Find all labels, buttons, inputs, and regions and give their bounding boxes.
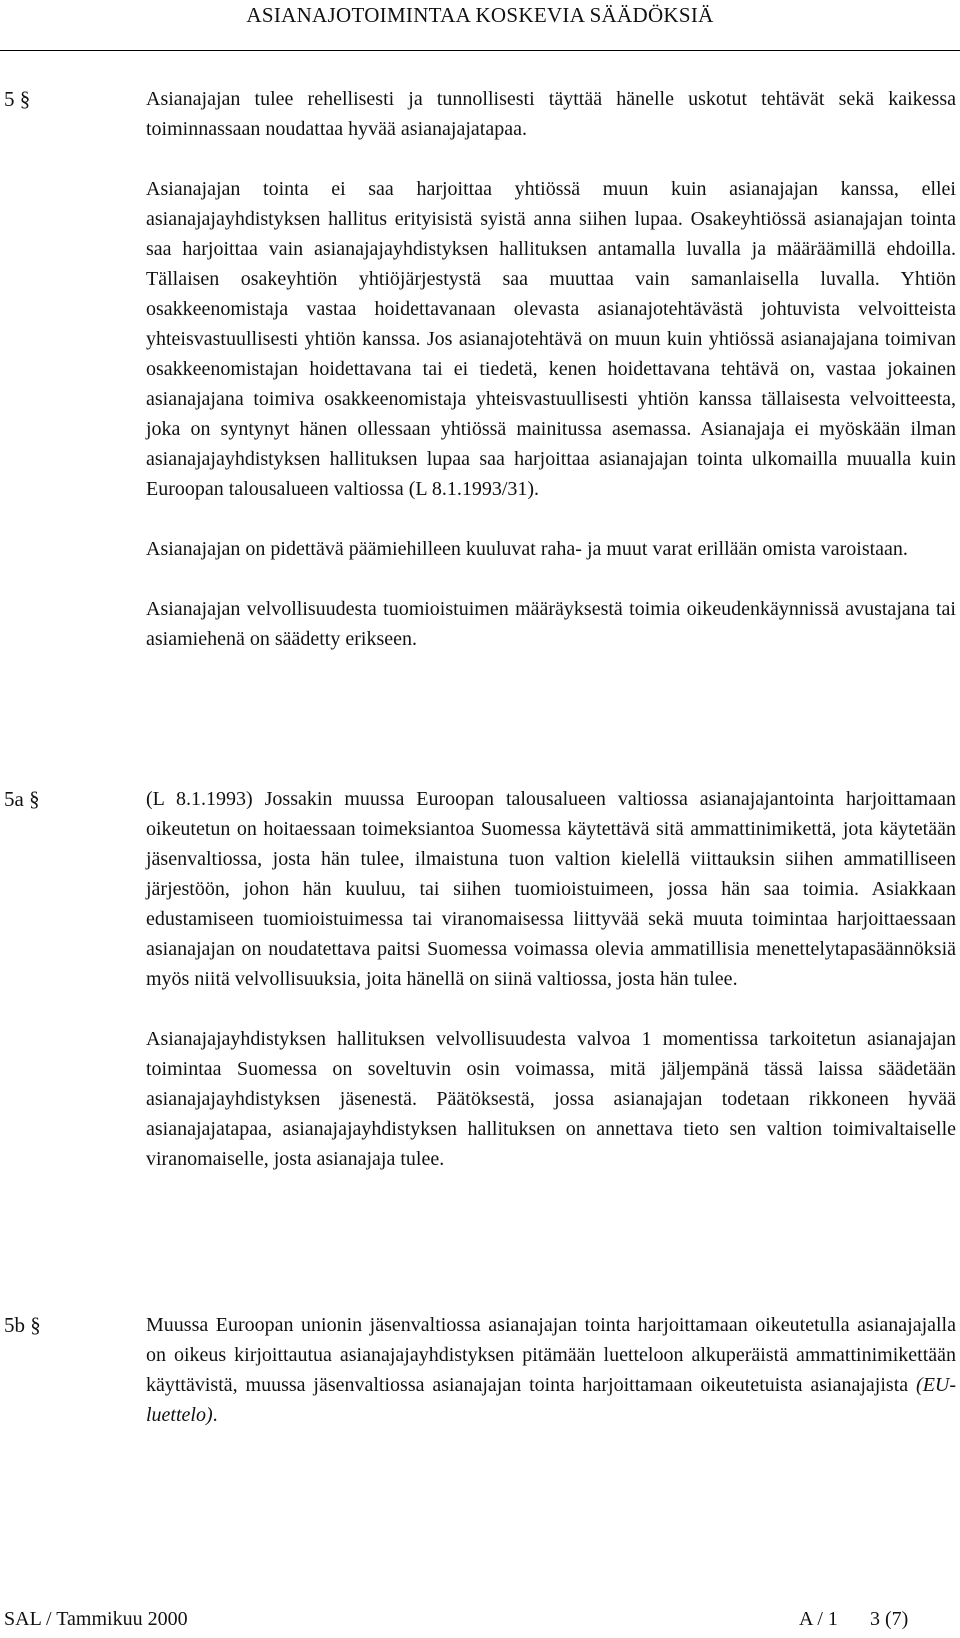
footer-page-number: 3 (7) <box>870 1608 909 1630</box>
paragraph: Asianajajan velvollisuudesta tuomioistuimen määräyksestä toimia oikeudenkäynnissä avustajana tai asiamiehenä on säädetty erikseen. <box>146 598 956 650</box>
paragraph: Asianajajan tointa ei saa harjoittaa yhtiössä muun kuin asianajajan kanssa, ellei asianajajayhdistyksen hallitus erityisistä syistä anna siihen lupaa. Osakeyhtiössä asianajajan tointa saa harjoittaa vain asianajajayhdistyksen hallituksen antamalla luvalla ja määräämillä ehdoilla. Tällaisen osakeyhtiön yhtiöjärjestystä saa muuttaa vain samanlaisella luvalla. Yhtiön osakkeenomistaja vastaa hoidettavanaan olevasta asianajotehtävästä johtuvista velvoitteista yhteisvastuullisesti yhtiön kanssa. Jos asianajotehtävä on muun kuin yhtiössä asianajajana toimivan osakkeenomistajan hoidettavana tai ei tiedetä, kenen hoidettavana tehtävä on, vastaa jokainen asianajajana toimiva osakkeenomistaja yhteisvastuullisesti yhtiön kanssa tällaisesta velvoitteesta, joka on syntynyt hänen ollessaan yhtiössä mainitussa asemassa. Asianajaja ei myöskään ilman asianajajayhdistyksen hallituksen lupaa saa harjoittaa asianajajan tointa ulkomailla muualla kuin Euroopan talousalueen valtiossa (L 8.1.1993/31). <box>146 178 956 500</box>
eu-list-term: (EU-luettelo) <box>146 1374 957 1426</box>
section-number: 5 § <box>4 87 31 111</box>
paragraph <box>146 1310 956 1430</box>
header-divider <box>0 50 960 51</box>
page-header <box>0 0 960 40</box>
paragraph-text: Muussa Euroopan unionin jäsenvaltiossa asianajajan tointa harjoittamaan oikeutetulla asianajajalla on oikeus kirjoittautua asianajajayhdistyksen pitämään luetteloon alkuperäistä ammattinimikettään käyttävistä, muussa jäsenvaltiossa asianajajan tointa harjoittamaan oikeutetuista asianajajista <box>146 1314 956 1396</box>
section-body <box>146 784 956 1174</box>
footer-section-code: A / 1 <box>799 1608 838 1630</box>
document-title: ASIANAJOTOIMINTAA KOSKEVIA SÄÄDÖKSIÄ <box>246 3 714 27</box>
section-body <box>146 1310 956 1430</box>
paragraph-end: . <box>212 1404 218 1426</box>
paragraph: Asianajajayhdistyksen hallituksen velvollisuudesta valvoa 1 momentissa tarkoitetun asianajajan toimintaa Suomessa on soveltuvin osin voimassa, mitä jäljempänä tässä laissa säädetään asianajajayhdistyksen jäsenestä. Päätöksestä, jossa asianajajan todetaan rikkoneen hyvää asianajajatapaa, asianajajayhdistyksen hallituksen on annettava tieto sen valtion toimivaltaiselle viranomaiselle, josta asianajaja tulee. <box>146 1028 956 1170</box>
section-number: 5b § <box>4 1313 41 1337</box>
paragraph: (L 8.1.1993) Jossakin muussa Euroopan talousalueen valtiossa asianajajantointa harjoittamaan oikeutetun on hoitaessaan toimeksiantoa Suomessa käytettävä sitä ammattinimikettä, jota käytetään jäsenvaltiossa, josta hän tulee, ilmaistuna tuon valtion kielellä viittauksin siihen ammatilliseen järjestöön, johon hän kuuluu, tai siihen tuomioistuimeen, jossa hän saa toimia. Asiakkaan edustamiseen tuomioistuimessa tai viranomaisessa liittyvää sekä muuta toimintaa harjoittaessaan asianajajan on noudatettava paitsi Suomessa voimassa olevia ammatillisia menettelytapasäännöksiä myös niitä velvollisuuksia, joita hänellä on siinä valtiossa, josta hän tulee. <box>146 788 956 990</box>
paragraph: Asianajajan on pidettävä päämiehilleen kuuluvat raha- ja muut varat erillään omista varoistaan. <box>146 538 908 560</box>
paragraph: Asianajajan tulee rehellisesti ja tunnollisesti täyttää hänelle uskotut tehtävät sekä kaikessa toiminnassaan noudattaa hyvää asianajajatapaa. <box>146 88 956 140</box>
section-number: 5a § <box>4 787 40 811</box>
footer-publication: SAL / Tammikuu 2000 <box>4 1608 188 1630</box>
section-body <box>146 84 956 654</box>
